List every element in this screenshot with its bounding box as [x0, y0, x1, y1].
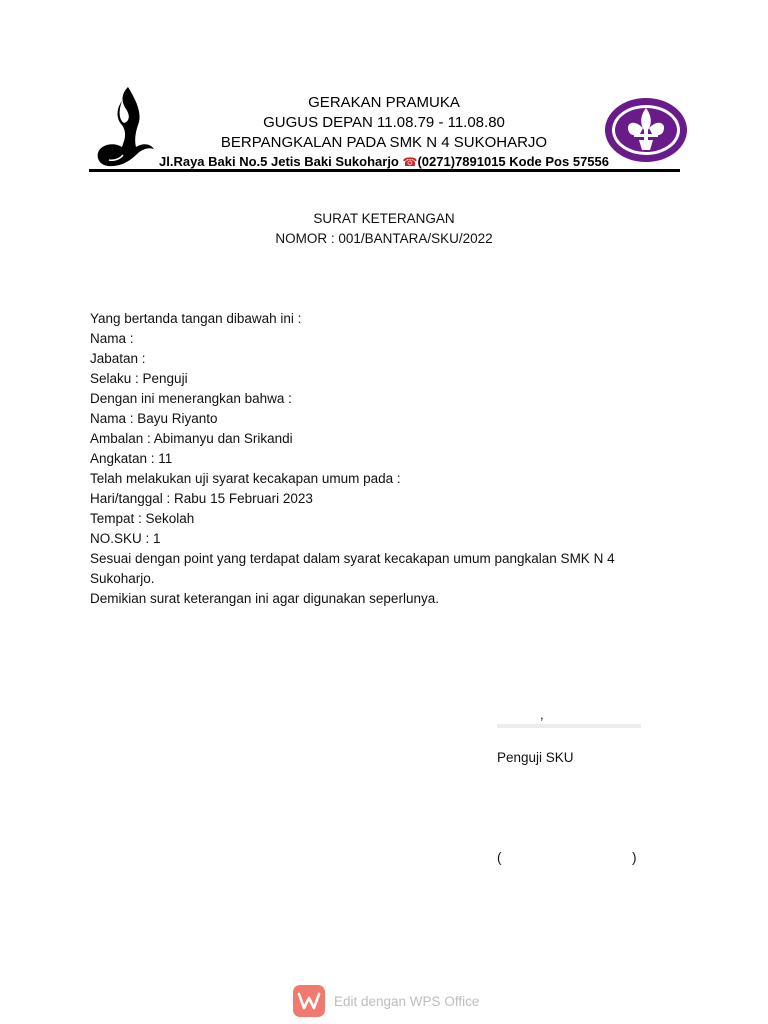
- body-line: Sukoharjo.: [90, 571, 155, 586]
- body-line: Jabatan :: [90, 351, 146, 366]
- wps-edit-link[interactable]: [293, 984, 479, 1018]
- letter-title: [0, 209, 768, 249]
- gugus-depan: GUGUS DEPAN 11.08.79 - 11.08.80: [263, 114, 505, 131]
- body-line: Demikian surat keterangan ini agar digunakan seperlunya.: [90, 591, 439, 606]
- address-phone: (0271)7891015 Kode Pos 57556: [417, 154, 609, 169]
- telephone-icon: ☎: [402, 155, 418, 169]
- body-line: Telah melakukan uji syarat kecakapan umum pada :: [90, 471, 401, 486]
- body-line: Sesuai dengan point yang terdapat dalam syarat kecakapan umum pangkalan SMK N 4: [90, 551, 615, 566]
- body-line: Nama : Bayu Riyanto: [90, 411, 218, 426]
- letterhead: [150, 93, 618, 171]
- title-number: NOMOR : 001/BANTARA/SKU/2022: [275, 231, 493, 246]
- signature-paren-open: (: [497, 850, 502, 865]
- body-line: Hari/tanggal : Rabu 15 Februari 2023: [90, 491, 313, 506]
- base-school: BERPANGKALAN PADA SMK N 4 SUKOHARJO: [220, 134, 548, 151]
- header-divider: [89, 169, 680, 172]
- body-line: Tempat : Sekolah: [90, 511, 195, 526]
- body-line: Selaku : Penguji: [90, 371, 188, 386]
- signature-paren-close: ): [632, 850, 637, 865]
- body-line: Yang bertanda tangan dibawah ini :: [90, 311, 302, 326]
- body-line: Ambalan : Abimanyu dan Srikandi: [90, 431, 293, 446]
- org-name: GERAKAN PRAMUKA: [308, 94, 460, 111]
- body-line: Angkatan : 11: [90, 451, 173, 466]
- body-line: Nama :: [90, 331, 134, 346]
- letter-body: [90, 309, 650, 609]
- body-line: NO.SKU : 1: [90, 531, 161, 546]
- date-placeholder-line: [497, 724, 641, 728]
- wps-office-icon: [293, 985, 325, 1017]
- date-comma: ,: [540, 707, 544, 722]
- signer-role: Penguji SKU: [497, 750, 574, 765]
- wps-edit-label: Edit dengan WPS Office: [334, 993, 480, 1009]
- address-street: Jl.Raya Baki No.5 Jetis Baki Sukoharjo: [159, 154, 399, 169]
- body-line: Dengan ini menerangkan bahwa :: [90, 391, 292, 406]
- title-heading: SURAT KETERANGAN: [313, 211, 455, 226]
